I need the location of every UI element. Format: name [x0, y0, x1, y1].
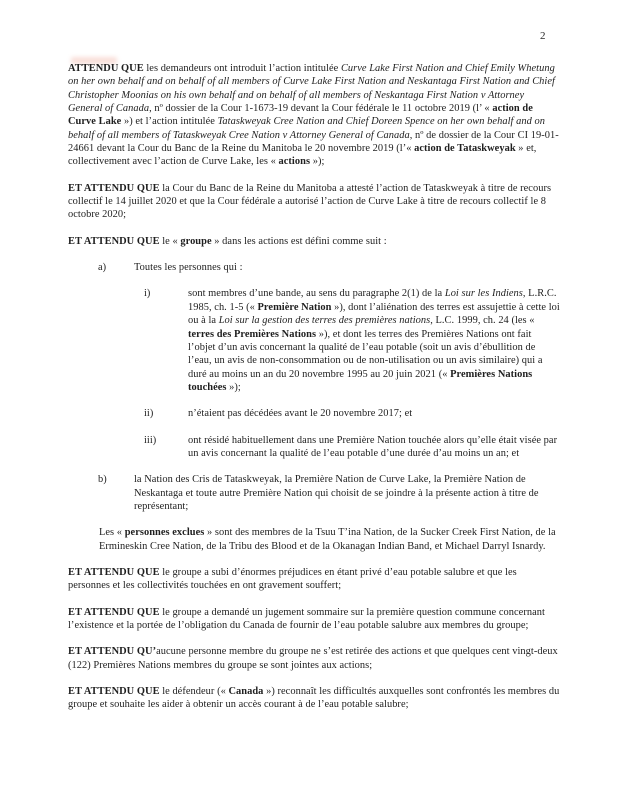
text-run: Curve Lake First Nation and Chief Emily Whetung on her own behalf and on behalf of all members of Curve Lake First Nation and Neskantaga First Nation and Chief Christopher Moonias on his own behalf and on behalf of all members of Neskantaga First Nation v Attorney General of Canada	[68, 63, 555, 115]
text-run: »);	[310, 156, 325, 168]
list-item-iii	[68, 434, 560, 461]
list-marker: i)	[144, 288, 151, 300]
text-run: ET ATTENDU QUE	[68, 606, 160, 618]
recital-summary-judgment	[68, 606, 560, 633]
text-run: le groupe a subi d’énormes préjudices en étant privé d’eau potable salubre et que les personnes et les collectivités touchées en ont gravement souffert;	[68, 566, 517, 592]
text-run: , L.R.C. 1985, ch. 1-5 («	[188, 288, 557, 313]
text-run: la Cour du Banc de la Reine du Manitoba a attesté l’action de Tataskweyak à titre de recours collectif le 14 juillet 2020 et que la Cour fédérale a autorisé l’action de Curve Lake à titre de recours collectif le 8 octobre 2020;	[68, 182, 552, 221]
recital-opt-outs	[68, 645, 560, 672]
text-run: , nº de dossier de la Cour CI 19-01-24661 devant la Cour du Banc de la Reine du Manitoba le 20 novembre 2019 (l’«	[68, 129, 559, 155]
text-run: »), et dont les terres des Premières Nations ont fait l’objet d’un avis concernant la qualité de l’eau potable (soit un avis d’ébullition de l’eau, un avis de non-consommation ou de non-utilisation ou un avis similaire) qui a duré au moins un an du 20 novembre 1995 au 20 juin 2021 («	[188, 328, 543, 380]
text-run: le groupe a demandé un jugement sommaire sur la première question commune concernant l’existence et la portée de l’obligation du Canada de fournir de l’eau potable salubre aux membres du groupe;	[68, 606, 545, 631]
text-run: Toutes les personnes qui :	[134, 262, 243, 274]
document-body	[68, 62, 560, 725]
text-run: ») reconnaît les difficultés auxquelles sont confrontés les membres du groupe et souhaite les aider à obtenir un accès courant à de l’eau potable salubre;	[68, 686, 560, 711]
text-run: » dans les actions est défini comme suit :	[211, 235, 387, 247]
text-run: ET ATTENDU QUE	[68, 686, 160, 698]
list-item-b	[68, 473, 560, 513]
text-run: »);	[226, 381, 241, 393]
text-run: action de Tataskweyak	[414, 143, 516, 155]
text-run: »), dont l’aliénation des terres est assujettie à cette loi ou à la	[188, 301, 560, 327]
text-run: Première Nation	[257, 301, 332, 313]
text-run: ») et l’action intitulée	[121, 116, 218, 128]
page-number: 2	[540, 30, 546, 42]
recital-certification	[68, 182, 560, 222]
text-run: personnes exclues	[124, 527, 205, 539]
list-marker: b)	[98, 474, 107, 486]
text-run: Premières Nations touchées	[188, 368, 533, 393]
text-run: ET ATTENDU QUE	[68, 235, 160, 247]
text-run: Tataskweyak Cree Nation and Chief Doreen Spence on her own behalf and on behalf of all members of Tataskweyak Cree Nation v Attorney General of Canada	[68, 116, 545, 141]
text-run: le défendeur («	[159, 686, 229, 698]
list-marker: iii)	[144, 434, 157, 446]
text-run: ont résidé habituellement dans une Première Nation touchée alors qu’elle était visée par un avis concernant la qualité de l’eau potable d’une durée d’au moins un an; et	[188, 434, 558, 459]
text-run: sont membres d’une bande, au sens du paragraphe 2(1) de la	[188, 288, 445, 300]
text-run: ET ATTENDU QU’	[68, 646, 157, 658]
text-run: ET ATTENDU QUE	[68, 182, 160, 194]
text-run: le «	[159, 235, 181, 247]
text-run: Les «	[99, 527, 125, 539]
text-run: , nº dossier de la Cour 1-1673-19 devant la Cour fédérale le 11 octobre 2019 (l’ «	[149, 103, 493, 115]
text-run: les demandeurs ont introduit l’action intitulée	[143, 63, 341, 74]
text-run: terres des Premières Nations	[188, 328, 317, 340]
text-run: n’étaient pas décédées avant le 20 novembre 2017; et	[188, 408, 413, 420]
recital-harm	[68, 566, 560, 593]
text-run: ET ATTENDU QUE	[68, 566, 160, 578]
text-run: Canada	[228, 686, 264, 698]
list-item-a	[68, 261, 560, 274]
excluded-persons	[68, 526, 560, 553]
text-run: » et, collectivement avec l’action de Curve Lake, les «	[68, 143, 537, 168]
list-marker: a)	[98, 262, 107, 274]
recital-actions-intro	[68, 62, 560, 169]
text-run: Loi sur la gestion des terres des premières nations	[218, 315, 431, 327]
list-item-ii	[68, 407, 560, 420]
text-run: Loi sur les Indiens	[444, 288, 523, 300]
text-run: ATTENDU QUE	[68, 63, 144, 74]
text-run: actions	[278, 156, 311, 168]
recital-canada	[68, 685, 560, 712]
text-run: la Nation des Cris de Tataskweyak, la Première Nation de Curve Lake, la Première Nation de Neskantaga et toute autre Première Nation qui choisit de se joindre à la présente action à titre de représentant;	[134, 474, 539, 512]
text-run: » sont des membres de la Tsuu T’ina Nation, de la Sucker Creek First Nation, de la Ermineskin Cree Nation, de la Tribu des Blood et de la Okanagan Indian Band, et Michael Darryl Isnardy.	[99, 527, 556, 552]
text-run: groupe	[180, 235, 212, 247]
text-run: , L.C. 1999, ch. 24 (les «	[430, 315, 535, 327]
text-run: aucune personne membre du groupe ne s’est retirée des actions et que quelques cent vingt-deux (122) Premières Nations membres du groupe se sont jointes aux actions;	[68, 646, 558, 671]
recital-group-definition	[68, 235, 560, 248]
list-item-i	[68, 287, 560, 394]
text-run: action de Curve Lake	[68, 103, 533, 128]
list-marker: ii)	[144, 408, 154, 420]
